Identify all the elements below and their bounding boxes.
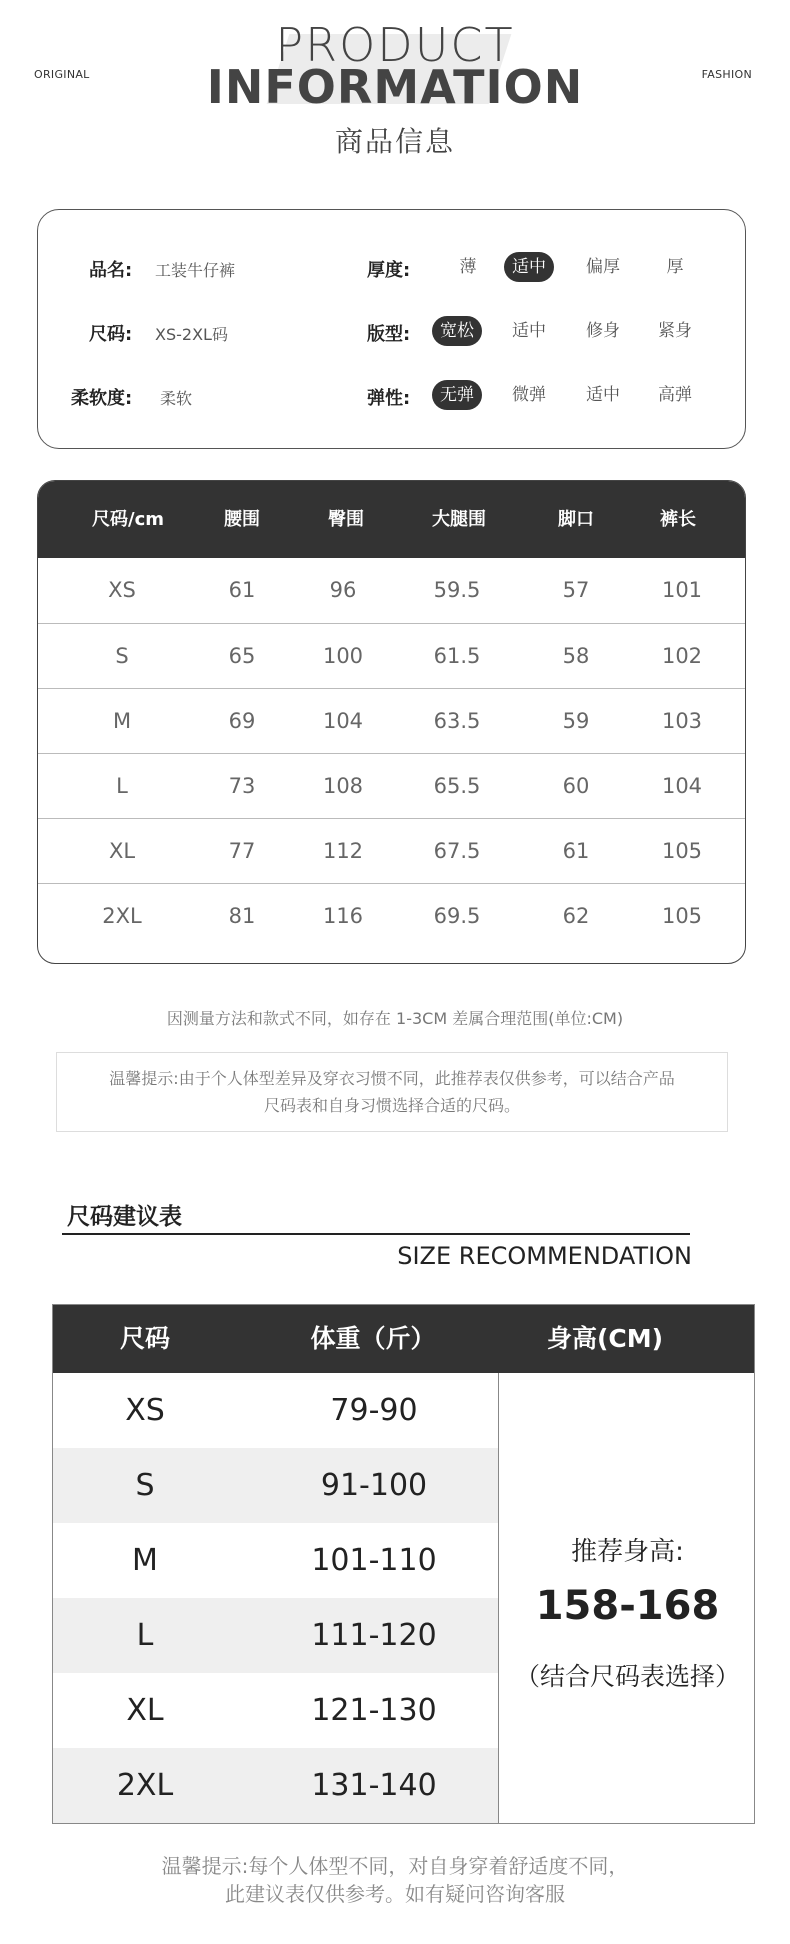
size-table-header-cell: 腰围 <box>224 509 260 530</box>
recommendation-title-en: SIZE RECOMMENDATION <box>397 1242 692 1270</box>
size-cell: S <box>115 644 129 668</box>
length-cell: 101 <box>661 578 703 602</box>
table-row <box>38 818 745 884</box>
table-row <box>38 623 745 689</box>
thickness-option-selected: 适中 <box>504 252 554 282</box>
waist-cell: 81 <box>228 904 256 928</box>
size-table-header <box>38 481 745 558</box>
thigh-cell: 61.5 <box>433 644 481 668</box>
footer-line: 温馨提示:每个人体型不同，对自身穿着舒适度不同， <box>161 1854 629 1878</box>
table-row <box>38 558 745 623</box>
thickness-option: 薄 <box>459 257 477 277</box>
waist-cell: 73 <box>228 774 256 798</box>
recommended-height-range: 158-168 <box>535 1583 720 1629</box>
hip-cell: 112 <box>322 839 364 863</box>
table-row <box>53 1448 498 1523</box>
hem-cell: 58 <box>562 644 590 668</box>
table-row <box>53 1598 498 1673</box>
hem-cell: 62 <box>562 904 590 928</box>
length-cell: 103 <box>661 709 703 733</box>
size-label: 尺码: <box>89 324 133 345</box>
rec-weight-cell: 79-90 <box>330 1393 418 1428</box>
recommended-height-hint: （结合尺码表选择） <box>514 1662 740 1691</box>
waist-cell: 69 <box>228 709 256 733</box>
rec-weight-cell: 131-140 <box>311 1768 437 1803</box>
tip-box <box>56 1052 728 1132</box>
table-row <box>53 1523 498 1598</box>
recommended-height-label: 推荐身高: <box>571 1537 684 1567</box>
size-table-header-cell: 臀围 <box>328 509 364 530</box>
elasticity-option: 微弹 <box>512 385 546 405</box>
size-table-header-cell: 脚口 <box>558 509 594 530</box>
rec-weight-cell: 101-110 <box>311 1543 437 1578</box>
elasticity-option: 适中 <box>586 385 620 405</box>
size-table <box>37 480 746 964</box>
waist-cell: 61 <box>228 578 256 602</box>
thigh-cell: 65.5 <box>433 774 481 798</box>
table-row <box>38 883 745 949</box>
fit-option: 紧身 <box>658 321 692 341</box>
rec-weight-cell: 111-120 <box>311 1618 437 1653</box>
header-right-tag: FASHION <box>701 68 752 81</box>
rec-size-cell: M <box>132 1543 158 1578</box>
attributes-panel <box>37 209 746 449</box>
fit-option-selected: 宽松 <box>432 316 482 346</box>
header-title-line2: INFORMATION <box>206 60 584 114</box>
rec-weight-cell: 121-130 <box>311 1693 437 1728</box>
tip-line: 温馨提示:由于个人体型差异及穿衣习惯不同，此推荐表仅供参考，可以结合产品 <box>109 1069 675 1088</box>
thickness-option: 偏厚 <box>586 257 620 277</box>
size-cell: L <box>116 774 128 798</box>
header-title-cn: 商品信息 <box>334 125 455 158</box>
hip-cell: 108 <box>322 774 364 798</box>
header-left-tag: ORIGINAL <box>34 68 90 81</box>
elasticity-option-selected: 无弹 <box>432 380 482 410</box>
table-row <box>38 753 745 819</box>
tip-line: 尺码表和自身习惯选择合适的尺码。 <box>263 1096 520 1115</box>
rec-weight-cell: 91-100 <box>320 1468 428 1503</box>
footer-line: 此建议表仅供参考。如有疑问咨询客服 <box>225 1882 565 1906</box>
fit-label: 版型: <box>367 324 411 345</box>
table-row <box>53 1748 498 1823</box>
name-value: 工装牛仔裤 <box>155 261 236 280</box>
rec-size-cell: S <box>135 1468 155 1503</box>
recommendation-table <box>52 1304 755 1824</box>
footer-note <box>0 1852 790 1908</box>
waist-cell: 65 <box>228 644 256 668</box>
hip-cell: 116 <box>322 904 364 928</box>
elasticity-label: 弹性: <box>367 388 411 409</box>
measure-note: 因测量方法和款式不同，如存在 1-3CM 差属合理范围(单位:CM) <box>166 1009 624 1028</box>
length-cell: 105 <box>661 839 703 863</box>
hem-cell: 60 <box>562 774 590 798</box>
recommendation-table-header <box>53 1305 754 1373</box>
thigh-cell: 63.5 <box>433 709 481 733</box>
length-cell: 102 <box>661 644 703 668</box>
length-cell: 104 <box>661 774 703 798</box>
hip-cell: 100 <box>322 644 364 668</box>
size-table-header-cell: 大腿围 <box>432 509 486 530</box>
table-row <box>53 1673 498 1748</box>
rec-size-cell: 2XL <box>116 1768 174 1803</box>
thigh-cell: 67.5 <box>433 839 481 863</box>
thickness-option: 厚 <box>666 257 684 277</box>
table-row <box>53 1373 498 1448</box>
table-row <box>38 688 745 754</box>
hip-cell: 104 <box>322 709 364 733</box>
size-value: XS-2XL码 <box>155 325 228 344</box>
thickness-label: 厚度: <box>367 260 411 281</box>
length-cell: 105 <box>661 904 703 928</box>
name-label: 品名: <box>89 260 133 281</box>
fit-option: 修身 <box>586 321 620 341</box>
hem-cell: 57 <box>562 578 590 602</box>
recommendation-title-cn: 尺码建议表 <box>67 1204 182 1230</box>
size-cell: 2XL <box>102 904 142 928</box>
rec-size-cell: XL <box>126 1693 164 1728</box>
elasticity-option: 高弹 <box>658 385 692 405</box>
rec-size-cell: L <box>136 1618 154 1653</box>
recommendation-divider <box>62 1233 690 1235</box>
hem-cell: 59 <box>562 709 590 733</box>
thigh-cell: 69.5 <box>433 904 481 928</box>
recommended-height-panel <box>499 1373 755 1824</box>
size-cell: XL <box>108 839 136 863</box>
rec-header-cell: 尺码 <box>119 1324 171 1353</box>
rec-size-cell: XS <box>125 1393 165 1428</box>
softness-label: 柔软度: <box>71 388 133 409</box>
size-cell: M <box>112 709 132 733</box>
rec-header-cell: 体重（斤） <box>310 1324 436 1353</box>
hem-cell: 61 <box>562 839 590 863</box>
waist-cell: 77 <box>228 839 256 863</box>
fit-option: 适中 <box>512 321 546 341</box>
hip-cell: 96 <box>329 578 357 602</box>
thigh-cell: 59.5 <box>433 578 481 602</box>
rec-header-cell: 身高(CM) <box>546 1324 664 1353</box>
size-table-header-cell: 尺码/cm <box>92 509 164 530</box>
size-cell: XS <box>108 578 136 602</box>
header-title-line1: PRODUCT <box>275 18 515 72</box>
size-table-header-cell: 裤长 <box>660 509 696 530</box>
softness-value: 柔软 <box>160 389 193 408</box>
